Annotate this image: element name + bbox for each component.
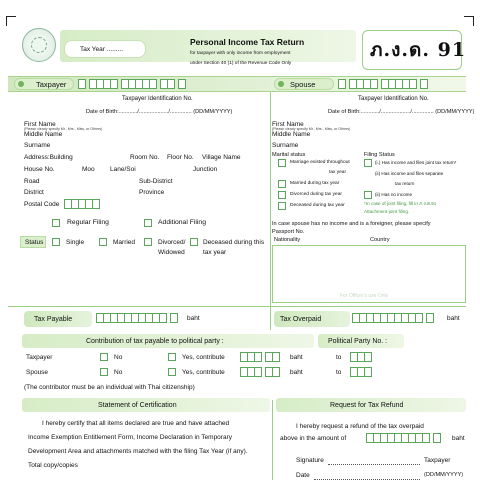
single-checkbox[interactable] <box>52 238 60 246</box>
contrib-taxpayer-baht: baht <box>290 354 303 361</box>
marriage-throughout-label: Marriage existed throughout <box>290 160 350 165</box>
married-checkbox[interactable] <box>99 238 107 246</box>
taxpayer-surname-label: Surname <box>24 142 51 149</box>
additional-filing-checkbox[interactable] <box>144 219 152 227</box>
contribution-heading: Contribution of tax payable to political party : <box>86 338 224 345</box>
spouse-surname-label: Surname <box>272 142 299 149</box>
taxpayer-middle-name-label: Middle Name <box>24 131 63 138</box>
widowed-label: Widowed <box>158 249 185 256</box>
spouse-tab-label: Spouse <box>290 80 316 89</box>
deceased-during-label: Deceased during tax year <box>290 203 345 208</box>
married-label: Married <box>113 239 136 246</box>
date-label: Date <box>296 472 310 479</box>
refund-amount-cells[interactable] <box>366 433 440 443</box>
room-no-label: Room No. <box>130 154 160 161</box>
contrib-spouse-amount-cells[interactable] <box>240 367 279 377</box>
contrib-spouse-label: Spouse <box>26 369 49 376</box>
contrib-taxpayer-label: Taxpayer <box>26 354 53 361</box>
crop-mark-top-right <box>464 16 474 26</box>
tax-overpaid-label: Tax Overpaid <box>280 316 322 323</box>
floor-no-label: Floor No. <box>167 154 194 161</box>
spouse-middle-name-label: Middle Name <box>272 131 311 138</box>
cert-refund-divider <box>272 400 273 480</box>
foreigner-note: In case spouse has no income and is a foreigner, please specify <box>272 221 431 227</box>
address-building-label: Address:Building <box>24 154 73 161</box>
married-during-checkbox[interactable] <box>278 180 286 188</box>
joint-filing-note: *In case of joint filing, fill in ภ.ง.ด.91 <box>364 201 437 206</box>
signature-role: Taxpayer <box>424 457 451 464</box>
spouse-name-hint: (Please clearly specify Mr., Mrs., Miss, or Others) <box>272 127 351 131</box>
regular-filing-checkbox[interactable] <box>52 219 60 227</box>
taxpayer-tin-cells[interactable] <box>78 79 185 89</box>
form-subtitle-2: under Section 40 (1) of the Revenue Code Only <box>190 61 292 66</box>
refund-baht: baht <box>452 435 465 442</box>
deceased-during-checkbox[interactable] <box>278 202 286 210</box>
taxpayer-tab-bullet-icon <box>18 81 24 87</box>
seal-inner-ring <box>31 37 47 53</box>
tax-payable-baht: baht <box>187 315 200 322</box>
nationality-label: Nationality <box>274 237 301 243</box>
revenue-department-seal <box>22 28 56 62</box>
divorced-widowed-checkbox[interactable] <box>144 238 152 246</box>
lane-soi-label: Lane/Soi <box>110 166 136 173</box>
district-label: District <box>24 189 44 196</box>
province-label: Province <box>139 189 165 196</box>
additional-filing-label: Additional Filing <box>158 219 206 226</box>
contrib-taxpayer-yes-label: Yes, contribute <box>182 354 225 361</box>
taxpayer-tin-label: Taxpayer Identification No. <box>122 96 193 102</box>
deceased-label-1: Deceased during this <box>203 239 265 246</box>
contrib-spouse-party-cells[interactable] <box>350 367 371 377</box>
joint-return-checkbox[interactable] <box>364 159 372 167</box>
house-no-label: House No. <box>24 166 55 173</box>
form-subtitle-1: for taxpayer with only income from employment <box>190 51 291 56</box>
filing-status-heading: Filing Status <box>364 152 395 158</box>
contribution-note: (The contributor must be an individual with Thai citizenship) <box>24 384 195 391</box>
contrib-spouse-yes-label: Yes, contribute <box>182 369 225 376</box>
divorced-label: Divorced/ <box>158 239 186 246</box>
contrib-taxpayer-amount-cells[interactable] <box>240 352 279 362</box>
moo-label: Moo <box>82 166 95 173</box>
divorced-during-checkbox[interactable] <box>278 191 286 199</box>
passport-no-label: Passport No. <box>272 229 305 235</box>
contrib-taxpayer-no-checkbox[interactable] <box>100 353 108 361</box>
pane-divider <box>270 92 271 330</box>
form-title: Personal Income Tax Return <box>190 37 305 47</box>
taxpayer-tab-label: Taxpayer <box>36 80 67 89</box>
taxpayer-name-hint: (Please clearly specify Mr., Mrs., Miss, or Others) <box>24 127 103 131</box>
refund-line-1: I hereby request a refund of the tax overpaid <box>296 423 424 430</box>
contrib-taxpayer-party-cells[interactable] <box>350 352 371 362</box>
no-income-label: (ii) Has no income <box>375 192 413 197</box>
contrib-spouse-baht: baht <box>290 369 303 376</box>
tax-payable-cells[interactable] <box>96 313 177 323</box>
party-heading: Political Party No. : <box>328 338 388 345</box>
divorced-during-label: Divorced during tax year <box>290 192 342 197</box>
status-label: Status <box>25 239 44 246</box>
contrib-taxpayer-no-label: No <box>114 354 123 361</box>
spouse-tin-cells[interactable] <box>338 79 427 89</box>
cert-line-4: Total copy/copies <box>28 462 78 469</box>
spouse-tin-label: Taxpayer Identification No. <box>358 96 429 102</box>
marital-status-heading: Marital status <box>272 152 306 158</box>
form-code: ภ.ง.ด. 91 <box>370 39 467 61</box>
contrib-spouse-to: to <box>336 369 342 376</box>
village-name-label: Village Name <box>202 154 241 161</box>
tax-year-label: Tax Year ......... <box>80 46 123 53</box>
spouse-tab-bullet-icon <box>278 81 284 87</box>
cert-line-2: Income Exemption Entitlement Form, Income Declaration in Temporary <box>28 434 232 441</box>
marriage-throughout-label-2: tax year <box>329 170 347 175</box>
contrib-taxpayer-to: to <box>336 354 342 361</box>
deceased-checkbox[interactable] <box>190 238 198 246</box>
refund-heading: Request for Tax Refund <box>330 402 404 409</box>
road-label: Road <box>24 178 40 185</box>
date-format: (DD/MM/YYYY) <box>424 472 464 478</box>
signature-label: Signature <box>296 457 324 464</box>
country-label: Country <box>370 237 390 243</box>
tax-overpaid-cells[interactable] <box>352 313 433 323</box>
married-during-label: Married during tax year <box>290 181 340 186</box>
separate-return-label: (ii) Has income and files separate <box>375 171 444 176</box>
contrib-taxpayer-yes-checkbox[interactable] <box>168 353 176 361</box>
certification-heading: Statement of Certification <box>98 402 177 409</box>
marriage-throughout-checkbox[interactable] <box>278 159 286 167</box>
signature-line[interactable] <box>328 464 420 465</box>
sub-district-label: Sub-District <box>139 178 173 185</box>
joint-return-label: (i.) Has income and files joint tax return* <box>375 160 457 165</box>
tax-overpaid-baht: baht <box>447 315 460 322</box>
no-income-checkbox[interactable] <box>364 191 372 199</box>
contrib-spouse-no-checkbox[interactable] <box>100 368 108 376</box>
cert-line-3: Development Area and attachments matched with the filing Tax Year (if any). <box>28 448 248 455</box>
junction-label: Junction <box>193 166 218 173</box>
postal-code-cells[interactable] <box>64 199 99 209</box>
tax-section-top-rule <box>8 306 466 307</box>
contrib-spouse-yes-checkbox[interactable] <box>168 368 176 376</box>
tax-payable-label: Tax Payable <box>34 316 73 323</box>
deceased-label-2: tax year <box>203 249 227 256</box>
taxpayer-first-name-label: First Name <box>24 121 56 128</box>
crop-mark-top-left <box>6 16 16 26</box>
separate-return-label-2: tax return <box>395 181 415 186</box>
single-label: Single <box>66 239 85 246</box>
spouse-first-name-label: First Name <box>272 121 304 128</box>
spouse-dob: Date of Birth:............/.................../.............. (DD/MM/YYYY) <box>328 109 475 115</box>
cert-line-1: I hereby certify that all items declared are true and have attached <box>42 420 230 427</box>
contrib-spouse-no-label: No <box>114 369 123 376</box>
regular-filing-label: Regular Filing <box>67 219 109 226</box>
postal-code-label: Postal Code <box>24 201 60 208</box>
officer-use-label: For Officer's use Only <box>340 293 389 299</box>
refund-line-2: above in the amount of <box>280 435 347 442</box>
joint-filing-note-2: Attachment-joint filing. <box>364 209 410 214</box>
taxpayer-dob: Date of Birth:............/.................../.............. (DD/MM/YYYY) <box>86 109 233 115</box>
